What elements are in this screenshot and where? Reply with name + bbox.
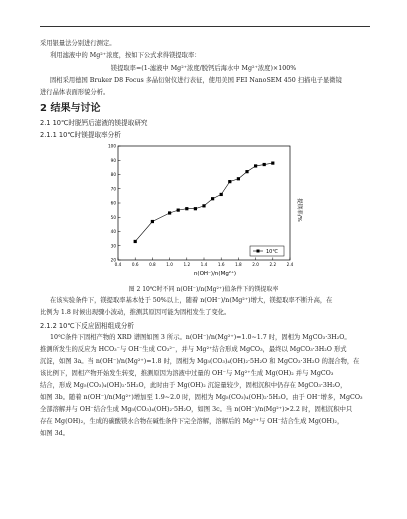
section-heading: 2 结果与讨论 [40, 103, 101, 114]
legend-marker [257, 250, 260, 253]
y-axis-label: 提镁率/% [296, 198, 302, 222]
text-line: 如图 3b。随着 n(OH⁻)/n(Mg²⁺)增加至 1.9~2.0 时，固相为 Mg₅(CO₃)₄(OH)₂·5H₂O。由于 OH⁻增多，MgCO₃ [40, 394, 363, 401]
subsubsection-heading: 2.1.2 10℃下反应固相组成分析 [40, 322, 135, 330]
text-line: 10℃条件下固相产物的 XRD 谱图如图 3 所示。n(OH⁻)/n(Mg²⁺)=1.0~1.7 时，固相为 MgCO₃·3H₂O。 [50, 334, 351, 341]
x-tick-label: 0.6 [131, 262, 139, 267]
data-point [245, 170, 248, 173]
data-point [168, 211, 171, 214]
data-point [194, 207, 197, 210]
y-tick-label: 80 [110, 172, 116, 177]
subsection-heading: 2.1 10℃时脱钙后滤液的镁提取研究 [40, 119, 148, 127]
figure-caption: 图 2 10℃时不同 n(OH⁻)/n(Mg²⁺)值条件下的镁提取率 [128, 286, 279, 293]
x-tick-label: 1.2 [183, 262, 191, 267]
y-tick-label: 20 [110, 257, 116, 263]
extraction-rate-chart [100, 138, 315, 278]
x-tick-label: 0.8 [149, 262, 156, 267]
data-point [237, 177, 240, 180]
subsubsection-heading: 2.1.1 10℃时镁提取率分析 [40, 131, 121, 139]
data-point [151, 220, 154, 223]
y-tick-label: 40 [110, 229, 116, 234]
x-tick-label: 2.2 [269, 262, 277, 267]
text-line: 结合，形成 Mg₅(CO₃)₄(OH)₂·5H₂O，此时由于 Mg(OH)₂ 沉淀量较少，固相沉积中仍存在 MgCO₃·3H₂O， [40, 382, 347, 389]
data-point [254, 164, 257, 167]
text-line: 采用银量法分别进行测定。 [40, 40, 116, 47]
data-point [177, 209, 180, 212]
data-point [185, 207, 188, 210]
legend-series-name: 10℃ [266, 249, 278, 255]
text-line: 固相采用德国 Bruker D8 Focus 多晶衍射仪进行表征，使用美国 FEI NanoSEM 450 扫描电子显微镜 [50, 77, 342, 84]
y-tick-label: 30 [110, 243, 116, 249]
x-tick-label: 1.6 [217, 262, 225, 267]
chart-legend [250, 246, 284, 256]
x-tick-label: 1.0 [166, 262, 173, 267]
y-tick-label: 50 [110, 214, 116, 220]
x-tick-label: 2.0 [252, 262, 259, 267]
y-tick-label: 90 [110, 157, 116, 163]
text-line: 利用滤液中的 Mg²⁺浓度，按如下公式求得镁提取率： [50, 52, 201, 59]
y-tick-label: 70 [110, 186, 116, 192]
text-line: 在该实验条件下，镁提取率基本处于 50%以上，随着 n(OH⁻)/n(Mg²⁺)增大，镁提取率不断升高，在 [50, 297, 333, 304]
text-line: 进行晶体表面形貌分析。 [40, 89, 110, 96]
data-point [220, 193, 223, 196]
text-line: 推测所发生的反应为 HCO₃⁻与 OH⁻生成 CO₃²⁻，并与 Mg²⁺结合形成 MgCO₃，最终以 MgCO₃·3H₂O 形式 [40, 346, 347, 353]
data-point [228, 180, 231, 183]
text-line: 存在 Mg(OH)₂，生成的碳酸镁水合物在碱性条件下完全溶解，溶解后的 Mg²⁺与 OH⁻结合生成 Mg(OH)₂， [40, 418, 344, 425]
x-tick-label: 1.8 [235, 262, 242, 267]
text-line: 比例为 1.8 时候出现骤小波动，推测其原因可能为固相发生了变化。 [40, 309, 231, 316]
text-line: 如图 3d。 [40, 430, 69, 437]
x-tick-label: 1.4 [200, 262, 208, 267]
text-line: 沉淀，如图 3a。当 n(OH⁻)/n(Mg²⁺)=1.8 时，固相为 Mg₅(CO₃)₄(OH)₂·5H₂O 和 MgCO₃·3H₂O 的混合物，在 [40, 358, 360, 365]
data-point [263, 163, 266, 166]
y-tick-label: 60 [110, 200, 116, 206]
data-point [134, 240, 137, 243]
text-line: 该比例下，固相产物开始发生转变，推测原因为溶液中过量的 OH⁻与 Mg²⁺生成 Mg(OH)₂ 并与 MgCO₃ [40, 370, 334, 377]
x-axis-label: n(OH⁻)/n(Mg²⁺) [193, 271, 237, 277]
data-point [211, 197, 214, 200]
data-point [202, 204, 205, 207]
text-line: 全部溶解并与 OH⁻结合生成 Mg₅(CO₃)₄(OH)₂·5H₂O，如图 3c。当 n(OH⁻)/n(Mg²⁺)>2.2 时，固相沉积中只 [40, 406, 353, 413]
x-tick-label: 2.4 [286, 262, 294, 267]
x-tick-label: 0.4 [114, 262, 122, 267]
header-rule [40, 26, 370, 27]
series-line [135, 163, 273, 241]
data-point [271, 162, 274, 165]
formula: 镁提取率=(1-滤液中 Mg²⁺浓度/脱钙后海水中 Mg²⁺浓度)×100% [110, 65, 297, 72]
y-tick-label: 100 [108, 143, 116, 149]
